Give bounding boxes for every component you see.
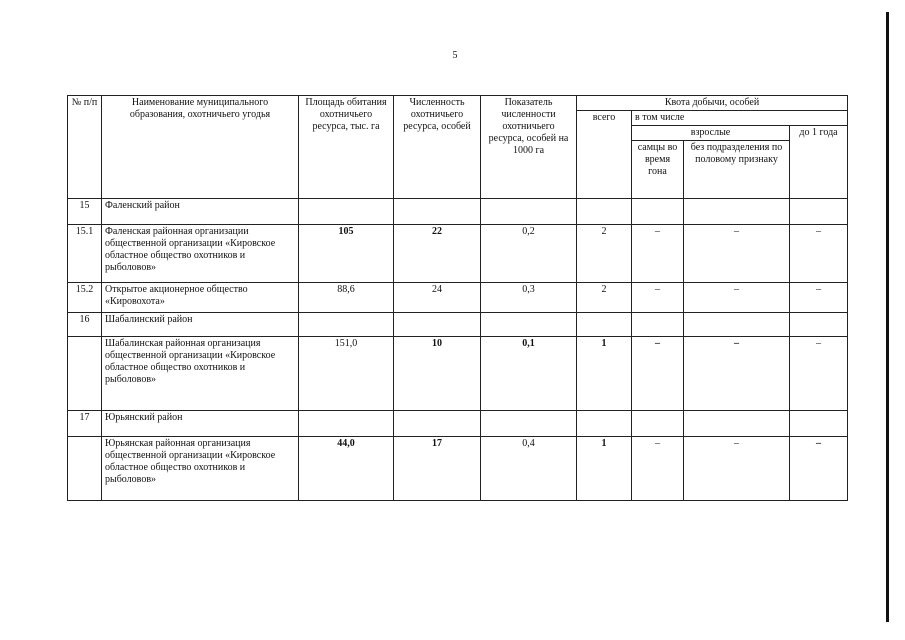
males-value: –	[632, 225, 684, 283]
header-area: Площадь обитания охотничьего ресурса, тыс. га	[299, 96, 394, 199]
row-num	[68, 337, 102, 411]
header-count: Численность охотничьего ресурса, особей	[394, 96, 481, 199]
total-value: 1	[577, 437, 632, 501]
table-row	[68, 411, 848, 437]
header-adults: взрослые	[632, 126, 790, 141]
total-value: 2	[577, 225, 632, 283]
table-row	[68, 225, 848, 283]
count-value: 24	[394, 283, 481, 313]
nosex-value: –	[684, 337, 790, 411]
density-value: 0,3	[481, 283, 577, 313]
density-value: 0,2	[481, 225, 577, 283]
page-edge-line	[886, 12, 889, 622]
header-nosex: без подразделения по половому признаку	[684, 141, 790, 199]
under1-value: –	[790, 337, 848, 411]
header-row-1	[68, 96, 848, 111]
header-name: Наименование муниципального образования, охотничьего угодья	[102, 96, 299, 199]
page-number: 5	[452, 50, 458, 61]
header-density: Показатель численности охотничьего ресурса, особей на 1000 га	[481, 96, 577, 199]
table-row	[68, 283, 848, 313]
org-name: Шабалинская районная организация общественной организации «Кировское областное общество охотников и рыболовов»	[102, 337, 299, 411]
under1-value: –	[790, 437, 848, 501]
header-including: в том числе	[632, 111, 848, 126]
table-row	[68, 337, 848, 411]
density-value: 0,4	[481, 437, 577, 501]
row-num: 15.2	[68, 283, 102, 313]
district-name: Юрьянский район	[102, 411, 299, 437]
header-total: всего	[577, 111, 632, 199]
org-name: Фаленская районная организации общественной организации «Кировское областное общество охотников и рыболовов»	[102, 225, 299, 283]
count-value: 17	[394, 437, 481, 501]
table-row	[68, 199, 848, 225]
males-value: –	[632, 283, 684, 313]
row-num	[68, 437, 102, 501]
row-num: 17	[68, 411, 102, 437]
table-row	[68, 437, 848, 501]
total-value: 2	[577, 283, 632, 313]
org-name: Открытое акционерное общество «Кировохота»	[102, 283, 299, 313]
total-value: 1	[577, 337, 632, 411]
under1-value: –	[790, 283, 848, 313]
row-num: 15.1	[68, 225, 102, 283]
header-males: самцы во время гона	[632, 141, 684, 199]
district-name: Фаленский район	[102, 199, 299, 225]
area-value: 105	[299, 225, 394, 283]
row-num: 15	[68, 199, 102, 225]
area-value: 151,0	[299, 337, 394, 411]
header-num: № п/п	[68, 96, 102, 199]
males-value: –	[632, 337, 684, 411]
org-name: Юрьянская районная организация общественной организации «Кировское областное общество охотников и рыболовов»	[102, 437, 299, 501]
header-under1: до 1 года	[790, 126, 848, 199]
nosex-value: –	[684, 225, 790, 283]
under1-value: –	[790, 225, 848, 283]
count-value: 22	[394, 225, 481, 283]
count-value: 10	[394, 337, 481, 411]
density-value: 0,1	[481, 337, 577, 411]
nosex-value: –	[684, 437, 790, 501]
males-value: –	[632, 437, 684, 501]
table-row	[68, 313, 848, 337]
header-quota: Квота добычи, особей	[577, 96, 848, 111]
area-value: 44,0	[299, 437, 394, 501]
nosex-value: –	[684, 283, 790, 313]
quota-table	[67, 95, 848, 501]
district-name: Шабалинский район	[102, 313, 299, 337]
area-value: 88,6	[299, 283, 394, 313]
row-num: 16	[68, 313, 102, 337]
